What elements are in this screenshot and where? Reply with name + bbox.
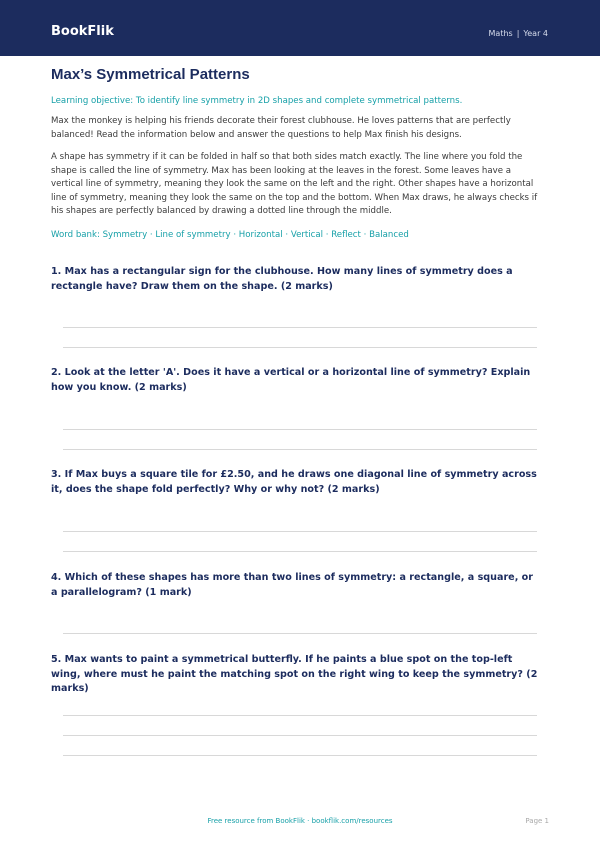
footer-credit: Free resource from BookFlik · bookflik.com/resources bbox=[207, 817, 393, 825]
answer-line[interactable] bbox=[63, 551, 537, 552]
year-label: Year 4 bbox=[523, 29, 548, 38]
learning-objective: Learning objective: To identify line symmetry in 2D shapes and complete symmetrical patterns. bbox=[51, 96, 463, 106]
question-1: 1. Max has a rectangular sign for the clubhouse. How many lines of symmetry does a rectangle have? Draw them on the shape. (2 marks) bbox=[51, 266, 513, 292]
page-title: Max’s Symmetrical Patterns bbox=[51, 66, 250, 83]
answer-line[interactable] bbox=[63, 735, 537, 736]
answer-line[interactable] bbox=[63, 755, 537, 756]
question-2: 2. Look at the letter 'A'. Does it have a vertical or a horizontal line of symmetry? Explain how you know. (2 marks) bbox=[51, 367, 531, 393]
answer-line[interactable] bbox=[63, 633, 537, 634]
meta-separator: | bbox=[516, 29, 520, 38]
answer-line[interactable] bbox=[63, 429, 537, 430]
question-5: 5. Max wants to paint a symmetrical butterfly. If he paints a blue spot on the top-left wing, where must he paint the matching spot on the right wing to keep the symmetry? (2 marks) bbox=[51, 654, 538, 694]
answer-line[interactable] bbox=[63, 347, 537, 348]
answer-line[interactable] bbox=[63, 327, 537, 328]
question-4: 4. Which of these shapes has more than two lines of symmetry: a rectangle, a square, or a parallelogram? (1 mark) bbox=[51, 572, 533, 598]
explanation-paragraph: A shape has symmetry if it can be folded in half so that both sides match exactly. The line where you fold the shape is called the line of symmetry. Max has been looking at the leaves in the forest. Some leaves have a vertical line of symmetry, meaning they look the same on the left and the right. Other shapes have a horizontal line of symmetry, meaning they look the same on the top and the bottom. When Max draws, he always checks if his shapes are perfectly balanced by drawing a dotted line through the middle. bbox=[51, 152, 538, 216]
word-bank: Word bank: Symmetry · Line of symmetry · Horizontal · Vertical · Reflect · Balanced bbox=[51, 229, 409, 240]
worksheet-intro bbox=[51, 66, 538, 240]
header-bar bbox=[0, 0, 600, 56]
subject-label: Maths bbox=[488, 29, 513, 38]
brand-logo: BookFlik bbox=[51, 24, 114, 39]
answer-line[interactable] bbox=[63, 715, 537, 716]
answer-line[interactable] bbox=[63, 449, 537, 450]
question-3: 3. If Max buys a square tile for £2.50, and he draws one diagonal line of symmetry across it, does the shape fold perfectly? Why or why not? (2 marks) bbox=[51, 469, 537, 495]
page-number: Page 1 bbox=[525, 817, 549, 825]
intro-paragraph: Max the monkey is helping his friends decorate their forest clubhouse. He loves patterns that are perfectly balanced! Read the information below and answer the questions to help Max finish his designs. bbox=[51, 116, 511, 140]
answer-line[interactable] bbox=[63, 531, 537, 532]
header-meta bbox=[489, 29, 548, 38]
